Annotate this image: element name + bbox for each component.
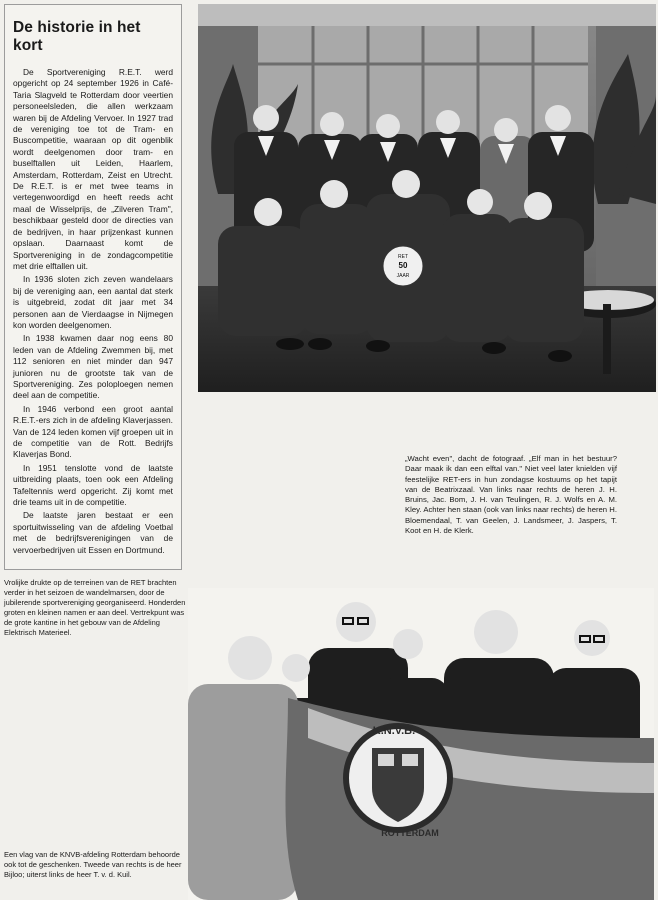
- history-paragraph: De laatste jaren bestaat er een sportuitwisseling van de afdeling Voetbal met de bedrijfsverenigingen van de vervoerbedrijven uit Essen en Dortmund.: [13, 510, 173, 555]
- history-sidebar: [4, 4, 182, 570]
- history-paragraph: In 1936 sloten zich zeven wandelaars bij de vereniging aan, een aantal dat sterk is uitgebreid, zodat dit jaar met 34 personen aan de Vierdaagse in Nijmegen kon worden deelgenomen.: [13, 274, 173, 330]
- history-paragraph: In 1938 kwamen daar nog eens 80 leden van de Afdeling Zwemmen bij, met 112 senioren en niet minder dan 947 junioren nu de grootste tak van de Sportvereniging. Zes poloploegen nemen deel aan de competitie.: [13, 333, 173, 401]
- board-group-photo: [198, 4, 656, 392]
- flag-top-text: K.N.V.B.: [372, 725, 416, 737]
- top-photo-caption: „Wacht even", dacht de fotograaf. „Elf man in het bestuur? Daar maak ik dan een elftal van." Niet veel later knielden vijf feestelijke RET-ers in hun zondagse kostuums op het tapijt van de Beatrixzaal. Van links naar rechts de heren J. H. Bruins, Jac. Bom, J. H. van Teulingen, R. J. Wolfs en A. M. Kley. Achter hen staan (ook van links naar rechts) de heren H. Bloemendaal, T. van Geelen, J. Landsmeer, J. Jaspers, T. Koot en H. de Klerk.: [405, 454, 617, 536]
- sidebar-title: De historie in het kort: [13, 19, 141, 54]
- flag-presentation-photo: [188, 588, 654, 900]
- walking-march-caption: Vrolijke drukte op de terreinen van de RET brachten verder in het seizoen de wandelmarsen, door de jubilerende sportvereniging georganiseerd. Honderden groten en kleinen namen er aan deel. Vertrekpunt was de grote kantine in het gebouw van de Afdeling Elektrisch Materieel.: [4, 578, 186, 637]
- ball-text-2: 50: [398, 261, 408, 270]
- flag-bottom-text: ROTTERDAM: [381, 828, 439, 838]
- ball-text-3: JAAR: [396, 273, 410, 279]
- ball-text-1: RET: [398, 254, 408, 260]
- history-paragraph: In 1951 tenslotte vond de laatste uitbreiding plaats, toen ook een Afdeling Tafeltennis werd opgericht. Zij komt met drie teams uit in de competitie.: [13, 462, 173, 508]
- flag-photo-caption: Een vlag van de KNVB-afdeling Rotterdam behoorde ook tot de geschenken. Tweede van rechts is de heer Bijloo; uiterst links de heer T. v. d. Kuil.: [4, 850, 182, 879]
- history-paragraph: In 1946 verbond een groot aantal R.E.T.-ers zich in de afdeling Klaverjassen. Van de 124 leden komen vijf groepen uit in de competitie van de Rott. Bedrijfs Klaverjas Bond.: [13, 403, 173, 460]
- history-paragraph: De Sportvereniging R.E.T. werd opgericht op 24 september 1926 in Café-Taria Slagveld te Rotterdam door veertien personeelsleden, die allen werkzaam waren bij de Afdeling Vervoer. In 1927 trad de vereniging toe tot de Tram- en Buscompetitie, waaraan op dit ogenblik wordt deelgenomen door tram- en buselftallen uit Leiden, Haarlem, Amsterdam, Rotterdam, Zeist en Utrecht. De R.E.T. is er met twee teams in vertegenwoordigd en heeft reeds acht maal de Wisselprijs, de „Zilveren Tram", beschikbaar gesteld door de directies van de bedrijven, in haar prijzenkast kunnen opslaan. Daarnaast komt de Sportvereniging in de zondagcompetitie met drie elftallen uit.: [13, 67, 173, 271]
- jubilee-football: [383, 246, 423, 286]
